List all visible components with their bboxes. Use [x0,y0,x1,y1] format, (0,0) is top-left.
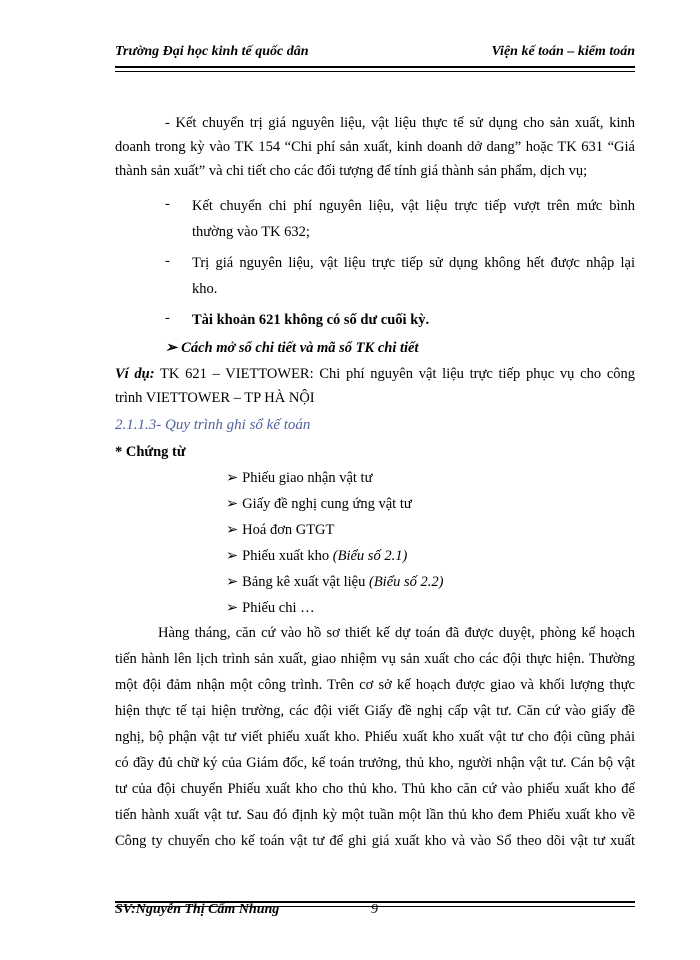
doc-item-note: (Biểu số 2.2) [369,574,444,590]
example-line1 [115,363,635,385]
footer-author: SV:Nguyễn Thị Cẩm Nhung [115,902,280,917]
header-school-name: Trường Đại học kinh tế quốc dân [115,44,309,59]
body-line: Công ty chuyển cho kế toán vật tư để ghi giá xuất kho và vào Sổ theo dõi vật tư xuất [115,833,635,849]
doc-item-text: Bảng kê xuất vật liệu [242,574,369,590]
doc-item-text: Phiếu chi … [242,600,315,616]
body-line: hiện thực tế tại hiện trường, các đội viết Giấy đề nghị cấp vật tư. Căn cứ vào giấy đề [115,703,635,719]
heading-2-1-1-3: 2.1.1.3- Quy trình ghi sổ kế toán [115,417,311,433]
doc-item-note: (Biểu số 2.1) [332,548,408,564]
body-line: tư của đội chuyển Phiếu xuất kho cho thủ kho. Thủ kho căn cứ vào phiếu xuất kho để [115,781,635,797]
para1-line1: - Kết chuyển trị giá nguyên liệu, vật liệu thực tế sử dụng cho sản xuất, kinh [165,115,635,131]
arrow-bullet-icon: ➢ [226,470,239,486]
arrow-bullet-icon: ➢ [226,496,239,512]
arrow-bullet-icon: ➢ [165,340,178,356]
doc-item-text: Phiếu xuất kho [242,548,333,564]
body-line: có đầy đủ chữ ký của Giám đốc, kế toán trưởng, thủ kho, người nhận vật tư. Cán bộ vật [115,755,635,771]
bullet2-line1: Trị giá nguyên liệu, vật liệu trực tiếp sử dụng không hết được nhập lại [192,255,635,271]
body-line: Hàng tháng, căn cứ vào hồ sơ thiết kế dự toán đã được duyệt, phòng kế hoạch [158,625,635,641]
footer-page-number: 9 [371,902,378,917]
doc-item [226,519,334,541]
bullet1-line2: thường vào TK 632; [192,224,310,240]
example-line1-text: TK 621 – VIETTOWER: Chi phí nguyên vật liệu trực tiếp phục vụ cho công [154,366,636,382]
section-open-ledger [165,337,419,359]
doc-item [226,467,372,489]
example-line2: trình VIETTOWER – TP HÀ NỘI [115,390,315,406]
body-line: tiến hành xuất vật tư. Sau đó định kỳ một tuần một lần thủ kho đem Phiếu xuất kho về [115,807,635,823]
example-label: Ví dụ: [115,366,155,382]
chung-tu-title: * Chứng từ [115,444,186,460]
doc-item-text: Phiếu giao nhận vật tư [242,470,373,486]
header-institute-name: Viện kế toán – kiểm toán [491,44,635,59]
arrow-bullet-icon: ➢ [226,600,239,616]
dash-bullet-2: - [165,253,170,269]
arrow-bullet-icon: ➢ [226,574,239,590]
bullet1-line1: Kết chuyển chi phí nguyên liệu, vật liệu trực tiếp vượt trên mức bình [192,198,635,214]
doc-item [226,597,315,619]
bullet2-line2: kho. [192,281,218,297]
header-divider [115,66,635,72]
body-line: tiến hành lên lịch trình sản xuất, giao nhiệm vụ sản xuất cho các đội thực hiện. Thường [115,651,635,667]
doc-item [226,493,412,515]
arrow-bullet-icon: ➢ [226,522,239,538]
para1-line2: doanh trong kỳ vào TK 154 “Chi phí sản xuất, kinh doanh dở dang” hoặc TK 631 “Giá [115,139,635,155]
para1-line3: thành sản xuất” và chi tiết cho các đối tượng để tính giá thành sản phẩm, dịch vụ; [115,163,588,179]
doc-item [226,571,444,593]
doc-item-text: Giấy đề nghị cung ứng vật tư [242,496,412,512]
doc-item [226,545,407,567]
arrow-bullet-icon: ➢ [226,548,239,564]
body-line: một đội đảm nhận một công trình. Trên cơ sở kế hoạch được giao và khối lượng thực [115,677,635,693]
body-line: nghị, bộ phận vật tư viết phiếu xuất kho. Phiếu xuất kho xuất vật tư cho đội cũng phải [115,729,635,745]
bullet3-text: Tài khoản 621 không có số dư cuối kỳ. [192,312,430,328]
section-open-ledger-text: Cách mở sổ chi tiết và mã sổ TK chi tiết [181,340,419,356]
dash-bullet-1: - [165,196,170,212]
dash-bullet-3: - [165,310,170,326]
doc-item-text: Hoá đơn GTGT [242,522,335,538]
